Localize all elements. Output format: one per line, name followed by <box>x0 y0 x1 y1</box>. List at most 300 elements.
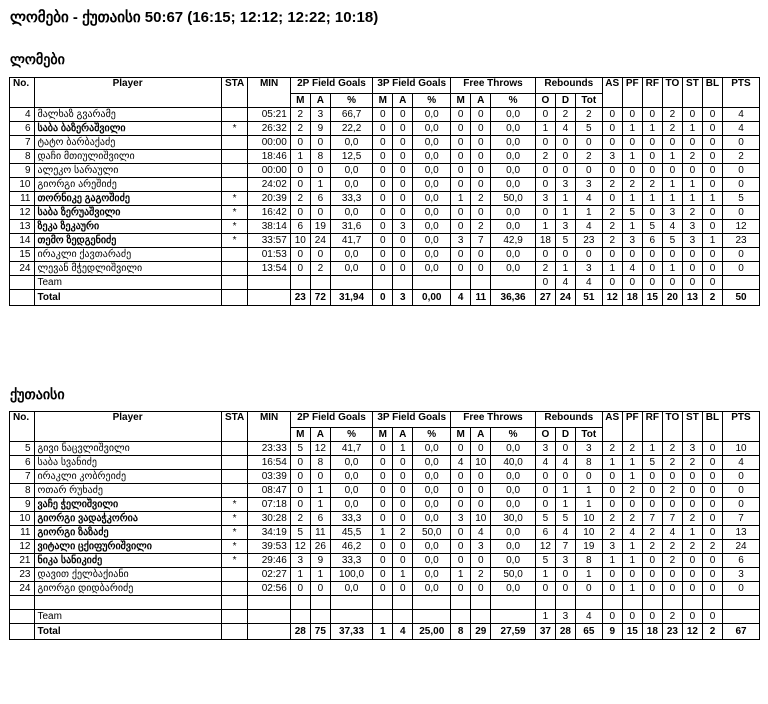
cell-fg3-pct: 0,0 <box>413 484 451 498</box>
cell-reb-tot: 23 <box>575 234 602 248</box>
cell-bl: 0 <box>702 484 722 498</box>
player-row <box>10 206 760 220</box>
cell-no: 10 <box>10 512 35 526</box>
cell-reb-o: 0 <box>535 276 555 290</box>
cell-fg2-m: 12 <box>290 540 310 554</box>
cell-pf: 1 <box>622 122 642 136</box>
cell-pts: 6 <box>723 554 760 568</box>
cell-pf: 2 <box>622 178 642 192</box>
cell-as: 0 <box>602 470 622 484</box>
cell-fg3-pct <box>413 276 451 290</box>
cell-no: 5 <box>10 442 35 456</box>
cell-fg2-a: 0 <box>310 136 330 150</box>
cell-pts: 24 <box>723 540 760 554</box>
player-row <box>10 456 760 470</box>
cell-pts: 0 <box>723 498 760 512</box>
cell-min: 01:53 <box>248 248 290 262</box>
cell-as: 3 <box>602 150 622 164</box>
cell-pts: 0 <box>723 262 760 276</box>
cell-ft-pct <box>491 596 536 610</box>
cell-fg2-m: 1 <box>290 568 310 582</box>
cell-as: 0 <box>602 164 622 178</box>
cell-min <box>248 290 290 306</box>
cell-fg2-m: 10 <box>290 234 310 248</box>
cell-st: 3 <box>682 442 702 456</box>
cell-to: 1 <box>662 192 682 206</box>
cell-reb-d: 0 <box>555 248 575 262</box>
cell-sta <box>221 178 248 192</box>
cell-sta <box>221 262 248 276</box>
cell-min <box>248 610 290 624</box>
cell-fg3-a <box>393 276 413 290</box>
cell-fg3-m: 0 <box>373 582 393 596</box>
cell-fg2-a: 0 <box>310 164 330 178</box>
cell-ft-m: 0 <box>451 484 471 498</box>
cell-fg2-m: 0 <box>290 136 310 150</box>
subheader-d: D <box>555 428 575 442</box>
cell-fg3-pct: 50,0 <box>413 526 451 540</box>
cell-ft-m: 0 <box>451 526 471 540</box>
cell-ft-a: 0 <box>471 108 491 122</box>
cell-ft-a: 0 <box>471 136 491 150</box>
cell-ft-a: 0 <box>471 554 491 568</box>
cell-to: 1 <box>662 150 682 164</box>
header-3p-field-goals: 3P Field Goals <box>373 78 451 94</box>
subheader-a: A <box>310 94 330 108</box>
cell-st: 1 <box>682 178 702 192</box>
cell-st: 0 <box>682 108 702 122</box>
cell-ft-a: 0 <box>471 150 491 164</box>
cell-fg2-a: 24 <box>310 234 330 248</box>
cell-fg2-a: 72 <box>310 290 330 306</box>
cell-fg2-a: 9 <box>310 554 330 568</box>
cell-ft-a <box>471 276 491 290</box>
cell-as: 1 <box>602 262 622 276</box>
cell-ft-m <box>451 276 471 290</box>
cell-fg3-pct: 0,0 <box>413 122 451 136</box>
cell-st <box>682 596 702 610</box>
cell-pts: 10 <box>723 442 760 456</box>
cell-to: 0 <box>662 568 682 582</box>
cell-reb-o: 0 <box>535 108 555 122</box>
cell-ft-m: 0 <box>451 582 471 596</box>
header-rebounds: Rebounds <box>535 412 602 428</box>
cell-ft-m: 3 <box>451 234 471 248</box>
cell-ft-m: 0 <box>451 470 471 484</box>
cell-pf: 2 <box>622 484 642 498</box>
header-2p-field-goals: 2P Field Goals <box>290 412 372 428</box>
cell-fg3-a: 0 <box>393 498 413 512</box>
cell-rf: 0 <box>642 136 662 150</box>
totals-row <box>10 290 760 306</box>
cell-pts: 3 <box>723 568 760 582</box>
cell-pts: 0 <box>723 248 760 262</box>
subheader-pct: % <box>330 428 372 442</box>
header-st: ST <box>682 412 702 442</box>
cell-ft-pct <box>491 276 536 290</box>
cell-fg2-pct: 0,0 <box>330 206 372 220</box>
cell-ft-a: 0 <box>471 442 491 456</box>
cell-pts: 50 <box>723 290 760 306</box>
cell-ft-pct: 0,0 <box>491 554 536 568</box>
cell-as: 0 <box>602 108 622 122</box>
cell-ft-m: 4 <box>451 456 471 470</box>
header-rebounds: Rebounds <box>535 78 602 94</box>
cell-ft-pct: 0,0 <box>491 206 536 220</box>
cell-to: 0 <box>662 470 682 484</box>
cell-bl: 0 <box>702 220 722 234</box>
cell-to: 1 <box>662 262 682 276</box>
cell-as: 0 <box>602 568 622 582</box>
cell-player: გიორგი ზაზაძე <box>34 526 221 540</box>
cell-rf: 0 <box>642 108 662 122</box>
cell-no: 9 <box>10 498 35 512</box>
header-pts: PTS <box>723 78 760 108</box>
player-row <box>10 484 760 498</box>
cell-ft-m: 0 <box>451 248 471 262</box>
cell-player: მალხაზ გვარამე <box>34 108 221 122</box>
cell-reb-d: 1 <box>555 498 575 512</box>
cell-ft-pct: 0,0 <box>491 108 536 122</box>
cell-rf: 5 <box>642 220 662 234</box>
cell-fg2-a <box>310 596 330 610</box>
cell-no: 14 <box>10 234 35 248</box>
cell-fg2-a: 2 <box>310 262 330 276</box>
cell-no: 21 <box>10 554 35 568</box>
cell-fg2-pct <box>330 610 372 624</box>
cell-no <box>10 596 35 610</box>
cell-fg3-m: 0 <box>373 568 393 582</box>
cell-fg2-m: 0 <box>290 164 310 178</box>
cell-rf: 2 <box>642 526 662 540</box>
cell-ft-pct: 40,0 <box>491 456 536 470</box>
cell-st: 0 <box>682 568 702 582</box>
cell-st: 0 <box>682 610 702 624</box>
cell-fg2-a: 6 <box>310 512 330 526</box>
cell-pf: 5 <box>622 206 642 220</box>
cell-fg2-m: 0 <box>290 178 310 192</box>
cell-player: ირაკლი ქავთარაძე <box>34 248 221 262</box>
cell-no: 8 <box>10 484 35 498</box>
cell-ft-m: 0 <box>451 554 471 568</box>
cell-fg3-a: 0 <box>393 136 413 150</box>
cell-fg3-m: 0 <box>373 108 393 122</box>
cell-pf: 0 <box>622 108 642 122</box>
cell-pts: 5 <box>723 192 760 206</box>
cell-min: 00:00 <box>248 164 290 178</box>
cell-ft-a: 0 <box>471 498 491 512</box>
header-2p-field-goals: 2P Field Goals <box>290 78 372 94</box>
cell-fg2-m <box>290 596 310 610</box>
player-row <box>10 470 760 484</box>
cell-as: 0 <box>602 498 622 512</box>
cell-sta <box>221 108 248 122</box>
cell-ft-m <box>451 610 471 624</box>
cell-fg2-m: 0 <box>290 456 310 470</box>
cell-reb-tot: 8 <box>575 554 602 568</box>
cell-to: 4 <box>662 220 682 234</box>
cell-fg3-pct: 0,0 <box>413 568 451 582</box>
cell-fg2-pct: 41,7 <box>330 442 372 456</box>
cell-fg2-pct <box>330 276 372 290</box>
cell-fg2-a: 12 <box>310 442 330 456</box>
cell-ft-a: 4 <box>471 526 491 540</box>
header-pts: PTS <box>723 412 760 442</box>
cell-reb-d: 0 <box>555 568 575 582</box>
cell-reb-tot: 1 <box>575 568 602 582</box>
cell-st: 0 <box>682 276 702 290</box>
player-row <box>10 234 760 248</box>
cell-no: 4 <box>10 108 35 122</box>
cell-fg3-pct: 0,0 <box>413 262 451 276</box>
cell-fg2-pct: 0,0 <box>330 248 372 262</box>
cell-reb-tot: 1 <box>575 484 602 498</box>
cell-player: ლევან მჭედლიშვილი <box>34 262 221 276</box>
cell-as: 2 <box>602 442 622 456</box>
cell-min: 03:39 <box>248 470 290 484</box>
cell-pts: 0 <box>723 164 760 178</box>
cell-pf: 3 <box>622 234 642 248</box>
cell-fg2-m: 2 <box>290 192 310 206</box>
cell-fg2-a: 9 <box>310 122 330 136</box>
cell-player: საბა ზერუაშვილი <box>34 206 221 220</box>
cell-reb-o: 0 <box>535 206 555 220</box>
cell-bl: 0 <box>702 526 722 540</box>
cell-no: 12 <box>10 540 35 554</box>
cell-fg3-a: 0 <box>393 554 413 568</box>
cell-fg2-pct: 0,0 <box>330 484 372 498</box>
cell-fg2-m: 0 <box>290 470 310 484</box>
cell-fg3-pct: 0,0 <box>413 234 451 248</box>
subheader-pct: % <box>413 94 451 108</box>
cell-st: 0 <box>682 554 702 568</box>
cell-rf: 15 <box>642 290 662 306</box>
cell-pts: 23 <box>723 234 760 248</box>
cell-fg2-m: 2 <box>290 108 310 122</box>
cell-pf: 0 <box>622 610 642 624</box>
cell-to: 3 <box>662 206 682 220</box>
box-score-table <box>9 77 760 306</box>
cell-min: 39:53 <box>248 540 290 554</box>
cell-fg2-m: 23 <box>290 290 310 306</box>
cell-fg3-m: 0 <box>373 192 393 206</box>
cell-reb-o: 0 <box>535 178 555 192</box>
cell-ft-pct: 0,0 <box>491 262 536 276</box>
cell-ft-a: 3 <box>471 540 491 554</box>
cell-ft-pct: 50,0 <box>491 192 536 206</box>
cell-st: 3 <box>682 234 702 248</box>
cell-fg3-m: 0 <box>373 178 393 192</box>
cell-fg3-m: 0 <box>373 122 393 136</box>
cell-reb-d: 0 <box>555 150 575 164</box>
cell-min: 24:02 <box>248 178 290 192</box>
cell-st: 0 <box>682 498 702 512</box>
cell-min: 29:46 <box>248 554 290 568</box>
cell-fg2-pct: 12,5 <box>330 150 372 164</box>
cell-ft-pct: 30,0 <box>491 512 536 526</box>
cell-to: 0 <box>662 164 682 178</box>
cell-bl: 0 <box>702 262 722 276</box>
cell-reb-o: 0 <box>535 582 555 596</box>
cell-min: 08:47 <box>248 484 290 498</box>
cell-fg3-a: 0 <box>393 582 413 596</box>
cell-ft-pct: 0,0 <box>491 150 536 164</box>
cell-min: 23:33 <box>248 442 290 456</box>
cell-player: საბა სვანიძე <box>34 456 221 470</box>
subheader-a: A <box>471 428 491 442</box>
cell-reb-d: 1 <box>555 262 575 276</box>
cell-to: 2 <box>662 554 682 568</box>
cell-pf <box>622 596 642 610</box>
cell-as: 3 <box>602 540 622 554</box>
cell-fg2-pct <box>330 596 372 610</box>
cell-fg3-a: 0 <box>393 262 413 276</box>
cell-fg3-m: 0 <box>373 456 393 470</box>
cell-min: 16:54 <box>248 456 290 470</box>
cell-rf: 0 <box>642 276 662 290</box>
cell-fg2-a: 1 <box>310 498 330 512</box>
game-title: ლომები - ქუთაისი 50:67 (16:15; 12:12; 12:22; 10:18) <box>10 9 379 26</box>
cell-fg3-pct <box>413 596 451 610</box>
cell-ft-m: 0 <box>451 442 471 456</box>
player-row <box>10 136 760 150</box>
cell-no: 9 <box>10 164 35 178</box>
cell-player: ალეკო სარაული <box>34 164 221 178</box>
cell-reb-d <box>555 596 575 610</box>
cell-fg3-m: 0 <box>373 442 393 456</box>
cell-no: 11 <box>10 192 35 206</box>
cell-rf: 1 <box>642 442 662 456</box>
cell-player: თორნიკე გაგოშიძე <box>34 192 221 206</box>
cell-no: 8 <box>10 150 35 164</box>
cell-fg2-a: 6 <box>310 192 330 206</box>
cell-reb-d: 1 <box>555 484 575 498</box>
player-row <box>10 568 760 582</box>
cell-fg2-pct: 33,3 <box>330 554 372 568</box>
cell-ft-m: 8 <box>451 624 471 640</box>
cell-as: 2 <box>602 512 622 526</box>
cell-bl: 0 <box>702 498 722 512</box>
cell-fg2-pct: 33,3 <box>330 192 372 206</box>
team-row <box>10 610 760 624</box>
player-row <box>10 596 760 610</box>
cell-reb-tot: 19 <box>575 540 602 554</box>
cell-min: 07:18 <box>248 498 290 512</box>
cell-reb-d: 5 <box>555 234 575 248</box>
cell-pf: 0 <box>622 498 642 512</box>
player-row <box>10 512 760 526</box>
cell-fg3-m: 1 <box>373 624 393 640</box>
cell-fg2-a: 0 <box>310 582 330 596</box>
subheader-m: M <box>290 428 310 442</box>
cell-reb-d: 2 <box>555 108 575 122</box>
cell-rf: 0 <box>642 262 662 276</box>
cell-st: 0 <box>682 248 702 262</box>
player-row <box>10 248 760 262</box>
cell-reb-o: 18 <box>535 234 555 248</box>
cell-fg2-m: 3 <box>290 554 310 568</box>
cell-pts: 0 <box>723 470 760 484</box>
cell-sta <box>221 248 248 262</box>
cell-no: 11 <box>10 526 35 540</box>
cell-bl: 1 <box>702 192 722 206</box>
cell-reb-o: 2 <box>535 262 555 276</box>
cell-pf: 0 <box>622 276 642 290</box>
cell-pf: 2 <box>622 442 642 456</box>
cell-fg2-m <box>290 610 310 624</box>
cell-ft-m: 0 <box>451 164 471 178</box>
player-row <box>10 178 760 192</box>
cell-reb-tot: 3 <box>575 442 602 456</box>
cell-rf: 0 <box>642 248 662 262</box>
cell-fg3-a: 0 <box>393 178 413 192</box>
cell-player: ვიტალი ცქიფურიშვილი <box>34 540 221 554</box>
cell-fg2-pct: 46,2 <box>330 540 372 554</box>
cell-reb-tot: 0 <box>575 136 602 150</box>
cell-fg3-a: 0 <box>393 470 413 484</box>
cell-ft-pct: 0,0 <box>491 248 536 262</box>
cell-pts <box>723 276 760 290</box>
cell-to: 2 <box>662 484 682 498</box>
cell-fg3-m: 0 <box>373 262 393 276</box>
cell-player: ირაკლი კობრეიძე <box>34 470 221 484</box>
cell-reb-o: 0 <box>535 248 555 262</box>
cell-ft-a: 10 <box>471 512 491 526</box>
header-pf: PF <box>622 412 642 442</box>
cell-pf: 4 <box>622 262 642 276</box>
cell-fg2-a: 0 <box>310 206 330 220</box>
cell-st: 2 <box>682 540 702 554</box>
cell-fg3-m: 0 <box>373 470 393 484</box>
cell-st: 2 <box>682 456 702 470</box>
cell-reb-o: 3 <box>535 192 555 206</box>
cell-rf: 6 <box>642 234 662 248</box>
player-row <box>10 262 760 276</box>
cell-ft-pct: 0,0 <box>491 164 536 178</box>
cell-reb-d: 0 <box>555 136 575 150</box>
cell-pts: 4 <box>723 108 760 122</box>
cell-rf: 0 <box>642 484 662 498</box>
cell-st: 1 <box>682 122 702 136</box>
cell-fg2-a: 1 <box>310 568 330 582</box>
header-to: TO <box>662 78 682 108</box>
player-row <box>10 192 760 206</box>
cell-no: 6 <box>10 122 35 136</box>
cell-player: დაჩი მთიულიშვილი <box>34 150 221 164</box>
subheader-m: M <box>373 428 393 442</box>
cell-as: 0 <box>602 484 622 498</box>
cell-sta: * <box>221 540 248 554</box>
cell-reb-tot: 4 <box>575 276 602 290</box>
cell-ft-a <box>471 596 491 610</box>
team-name: ლომები <box>10 51 65 67</box>
cell-fg3-m: 0 <box>373 512 393 526</box>
cell-fg3-m: 1 <box>373 526 393 540</box>
subheader-tot: Tot <box>575 94 602 108</box>
cell-as: 0 <box>602 276 622 290</box>
cell-player: Total <box>34 624 221 640</box>
cell-ft-m: 0 <box>451 136 471 150</box>
cell-reb-tot: 0 <box>575 164 602 178</box>
cell-fg3-pct: 0,0 <box>413 498 451 512</box>
cell-fg2-m: 0 <box>290 498 310 512</box>
cell-fg3-pct: 0,0 <box>413 150 451 164</box>
subheader-pct: % <box>491 428 536 442</box>
cell-to: 20 <box>662 290 682 306</box>
cell-reb-tot: 8 <box>575 456 602 470</box>
cell-rf: 0 <box>642 610 662 624</box>
subheader-a: A <box>393 94 413 108</box>
